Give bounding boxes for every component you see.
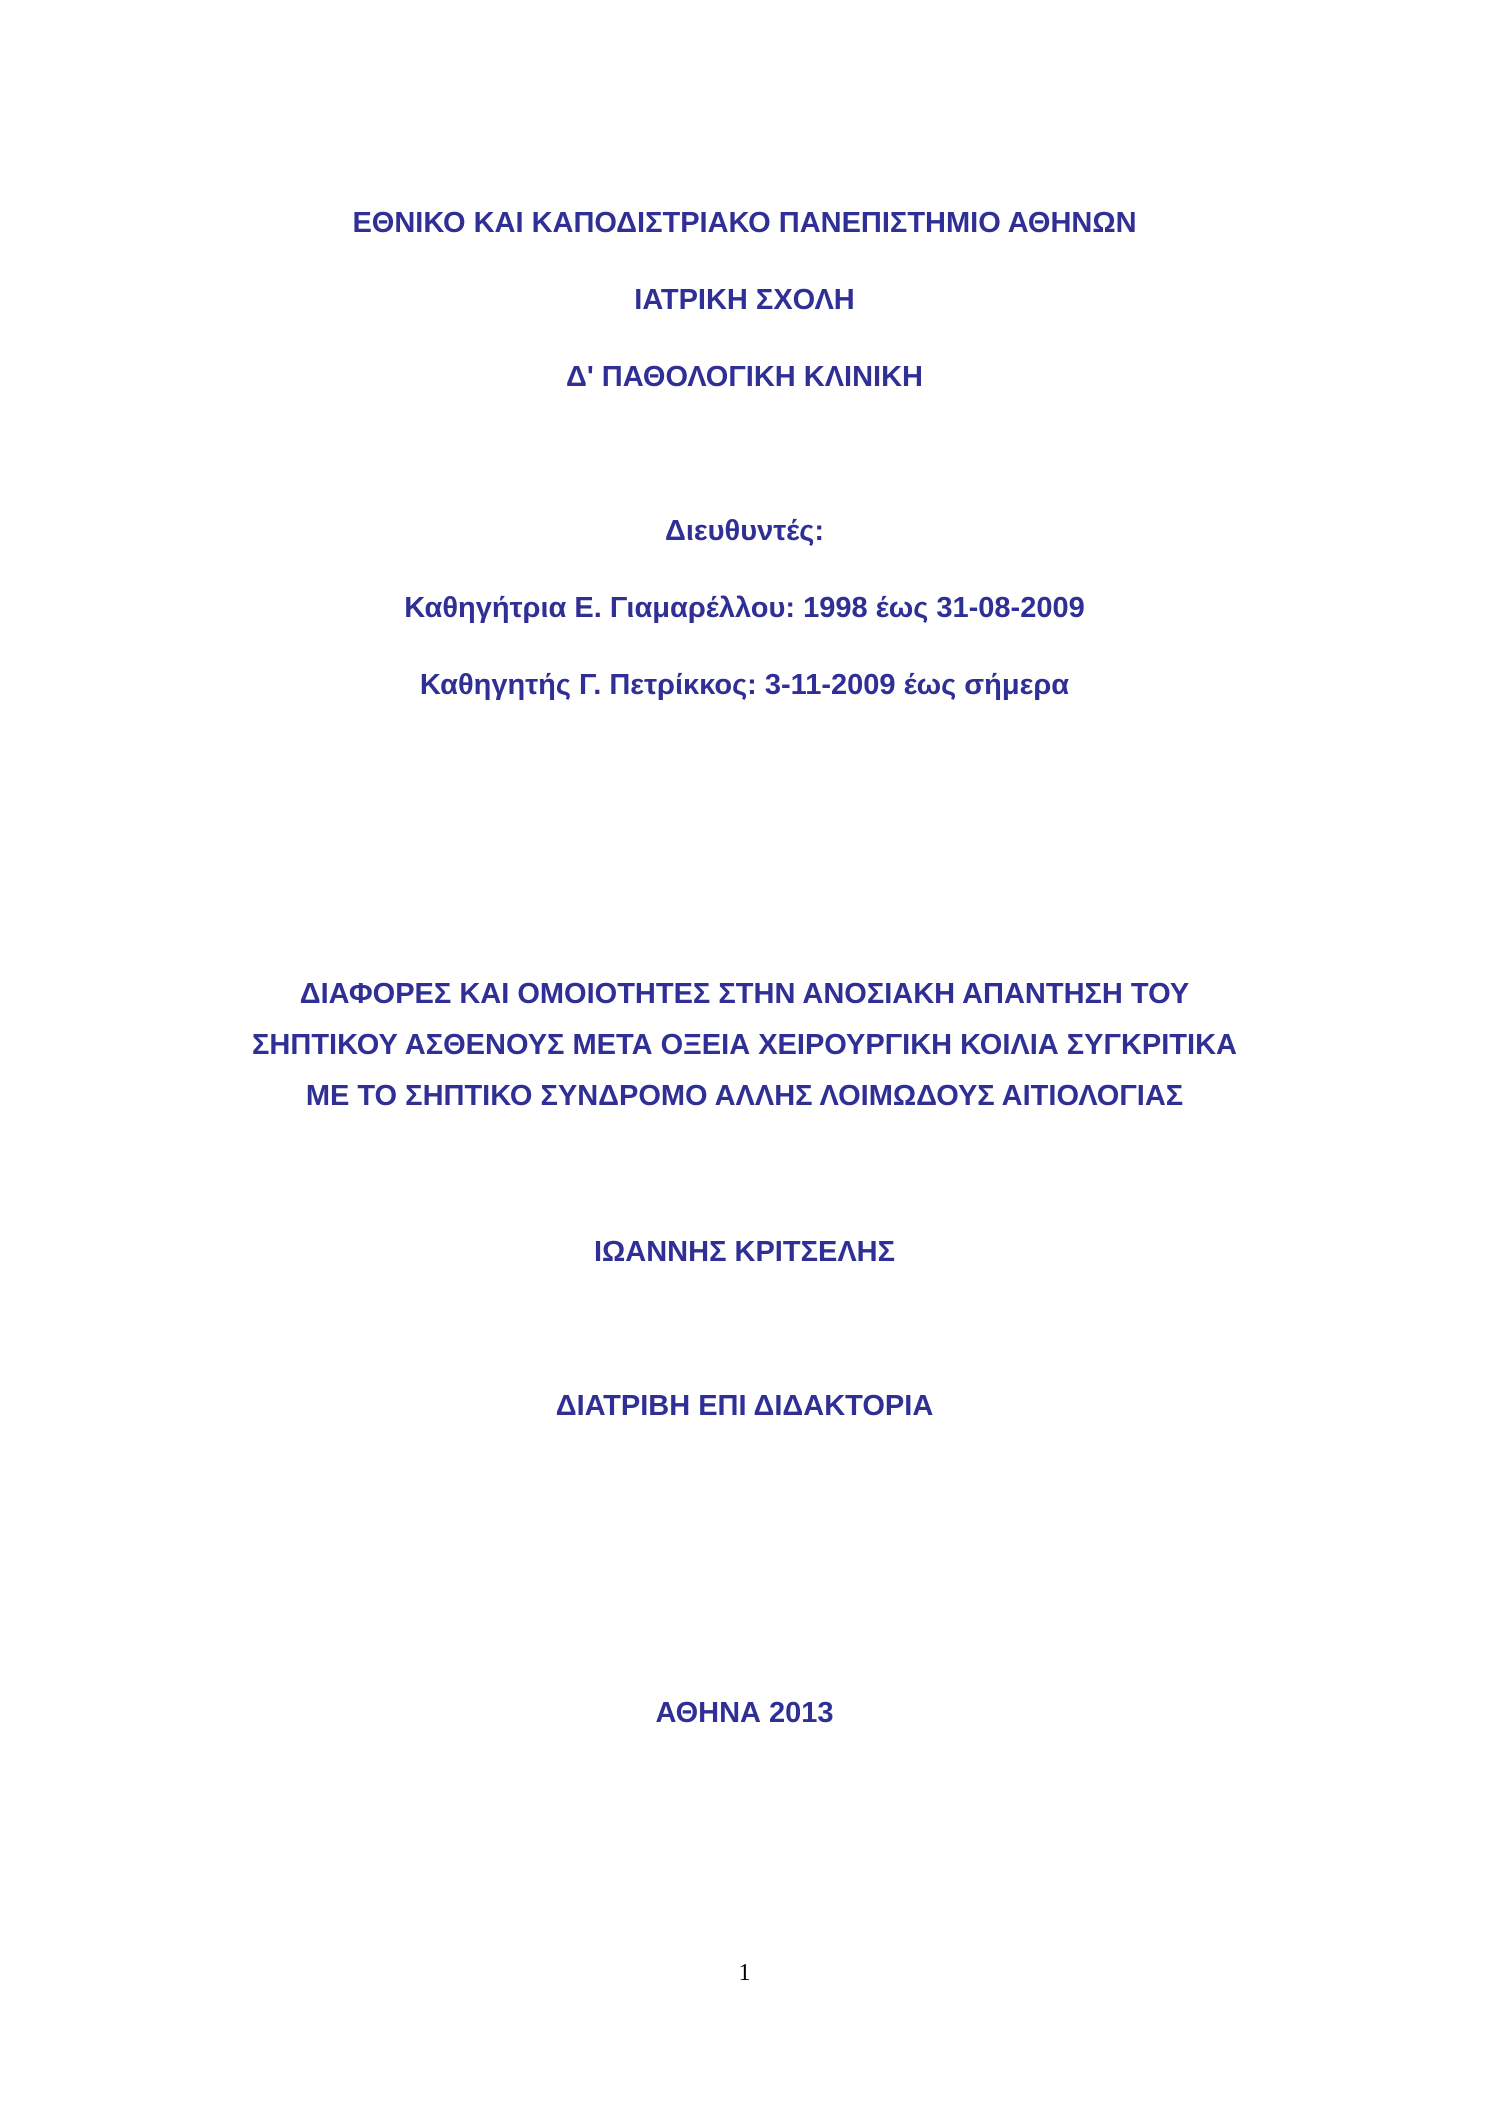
director-item-1: Καθηγήτρια Ε. Γιαμαρέλλου: 1998 έως 31-08-2009 <box>404 592 1085 624</box>
page-number: 1 <box>738 1960 751 1986</box>
thesis-title-line: ΣΗΠΤΙΚΟΥ ΑΣΘΕΝΟΥΣ ΜΕΤΑ ΟΞΕΙΑ ΧΕΙΡΟΥΡΓΙΚΗ ΚΟΙΛΙΑ ΣΥΓΚΡΙΤΙΚΑ <box>252 1029 1237 1061</box>
director-item-2: Καθηγητής Γ. Πετρίκκος: 3-11-2009 έως σήμερα <box>419 669 1070 701</box>
school-name: ΙΑΤΡΙΚΗ ΣΧΟΛΗ <box>634 284 855 316</box>
directors-label: Διευθυντές: <box>665 515 824 547</box>
place-year: ΑΘΗΝΑ 2013 <box>655 1697 834 1729</box>
clinic-name: Δ' ΠΑΘΟΛΟΓΙΚΗ ΚΛΙΝΙΚΗ <box>565 361 924 393</box>
thesis-title-line: ΔΙΑΦΟΡΕΣ ΚΑΙ ΟΜΟΙΟΤΗΤΕΣ ΣΤΗΝ ΑΝΟΣΙΑΚΗ ΑΠΑΝΤΗΣΗ ΤΟΥ <box>299 978 1190 1010</box>
thesis-title <box>0 969 1489 1122</box>
thesis-title-line: ΜΕ ΤΟ ΣΗΠΤΙΚΟ ΣΥΝΔΡΟΜΟ ΑΛΛΗΣ ΛΟΙΜΩΔΟΥΣ ΑΙΤΙΟΛΟΓΙΑΣ <box>305 1080 1184 1112</box>
thesis-type: ΔΙΑΤΡΙΒΗ ΕΠΙ ΔΙΔΑΚΤΟΡΙΑ <box>555 1390 934 1422</box>
university-name: ΕΘΝΙΚΟ ΚΑΙ ΚΑΠΟΔΙΣΤΡΙΑΚΟ ΠΑΝΕΠΙΣΤΗΜΙΟ ΑΘΗΝΩΝ <box>352 207 1137 239</box>
author-name: ΙΩΑΝΝΗΣ ΚΡΙΤΣΕΛΗΣ <box>593 1236 896 1268</box>
